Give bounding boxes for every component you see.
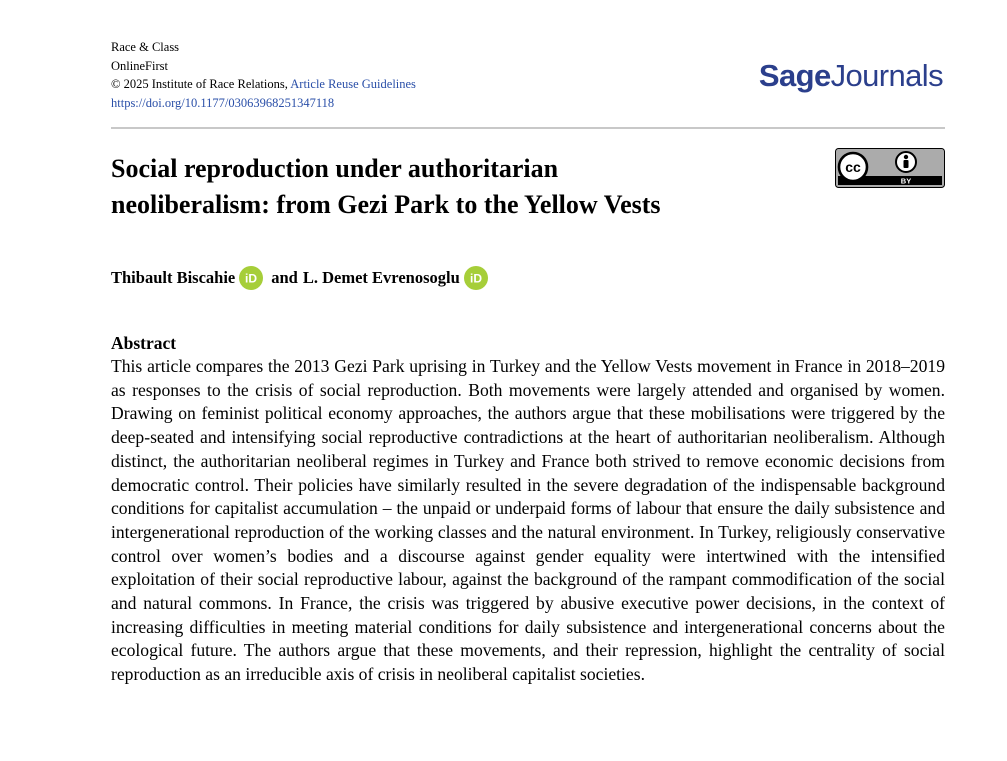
logo-journals-text: Journals xyxy=(830,58,943,93)
orcid-glyph: iD xyxy=(469,271,482,286)
article-title xyxy=(111,151,811,223)
header-divider xyxy=(111,127,945,129)
title-line-2: neoliberalism: from Gezi Park to the Yellow Vests xyxy=(111,190,661,219)
cc-glyph: cc xyxy=(845,159,861,175)
title-line-1: Social reproduction under authoritarian xyxy=(111,154,559,183)
sage-journals-logo[interactable] xyxy=(759,58,943,94)
article-page xyxy=(111,0,945,761)
orcid-icon[interactable] xyxy=(464,266,488,290)
by-label: BY xyxy=(900,176,912,186)
cc-by-license-badge[interactable] xyxy=(835,148,945,188)
logo-sage-text: Sage xyxy=(758,58,831,93)
author-name-1[interactable]: Thibault Biscahie xyxy=(111,268,236,287)
author-connector: and xyxy=(271,268,298,287)
publication-status: OnlineFirst xyxy=(111,58,168,73)
orcid-glyph: iD xyxy=(245,271,258,286)
copyright-line xyxy=(111,75,416,94)
author-list xyxy=(111,264,496,292)
cc-icon xyxy=(839,153,867,181)
copyright-text: © 2025 Institute of Race Relations, xyxy=(111,77,288,92)
doi-link[interactable]: https://doi.org/10.1177/03063968251347118 xyxy=(111,95,335,110)
journal-name: Race & Class xyxy=(111,40,180,54)
article-metadata xyxy=(111,38,416,112)
article-reuse-guidelines-link[interactable]: Article Reuse Guidelines xyxy=(290,77,416,92)
author-name-2[interactable]: L. Demet Evrenosoglu xyxy=(302,268,460,287)
orcid-icon[interactable] xyxy=(239,266,263,290)
attribution-person-icon xyxy=(896,152,916,172)
abstract-heading: Abstract xyxy=(111,333,177,353)
abstract-text: This article compares the 2013 Gezi Park uprising in Turkey and the Yellow Vests movement in France in 2018–2019 as responses to the crisis of social reproduction. Both movements were largely attended and organised by women. Drawing on feminist political economy approaches, the authors argue that these mobilisations were triggered by the deep-seated and intensifying social reproductive contradictions at the heart of authoritarian neoliberalism. Although distinct, the authoritarian neoliberal regimes in Turkey and France both strived to remove economic decisions from democratic control. Their policies have similarly resulted in the severe degradation of the indispensable background conditions for capitalist accumulation – the unpaid or underpaid forms of labour that ensure the daily subsistence and intergenerational reproduction of the working classes and the natural environment. In Turkey, religiously conservative control over women’s bodies and a discourse against gender equality were intertwined with the intensified exploitation of their social reproductive labour, against the background of the rampant commodification of the social and natural commons. In France, the crisis was triggered by abusive executive power decisions, in the context of increasing difficulties in meeting material conditions for daily subsistence and intergenerational concerns about the ecological future. The authors argue that these movements, and their repression, highlight the centrality of social reproduction as an irreducible axis of crisis in neoliberal capitalist societies. xyxy=(111,356,945,685)
